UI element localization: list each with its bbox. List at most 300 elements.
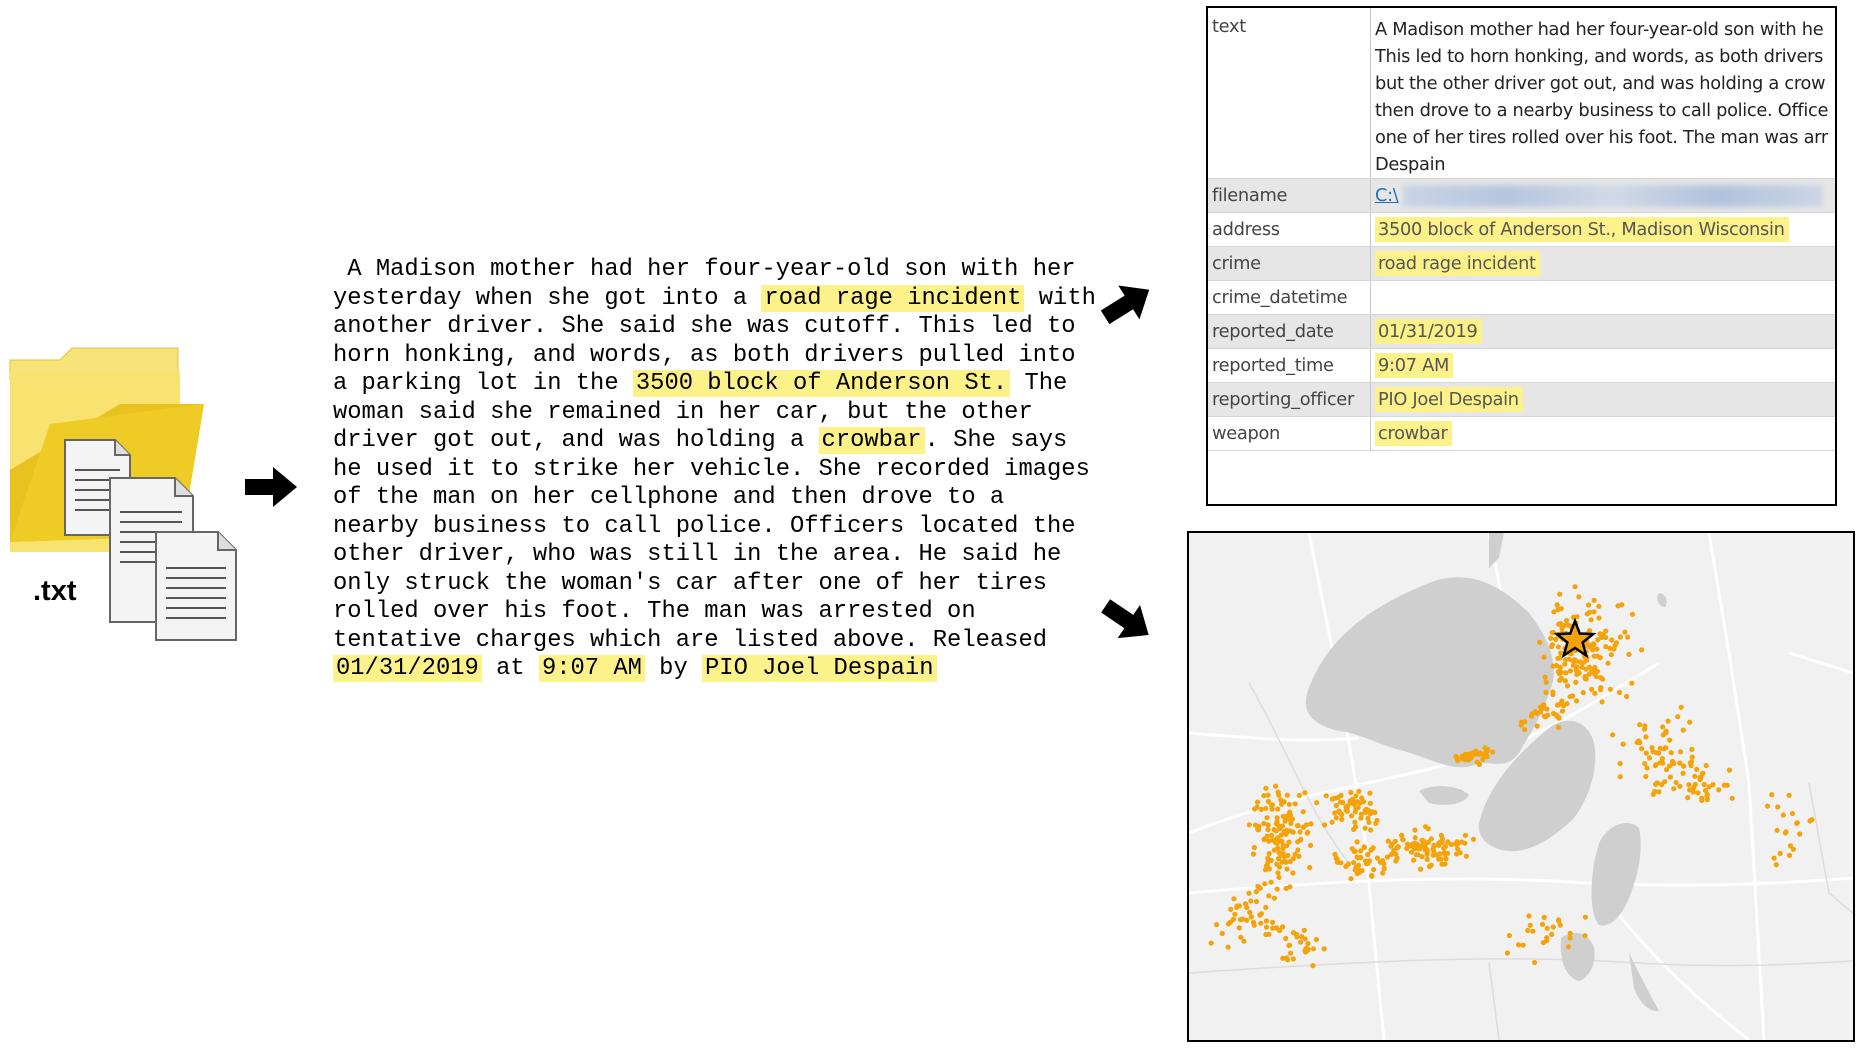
crime-point (1541, 655, 1546, 660)
crime-point (1477, 762, 1482, 767)
crime-point (1681, 728, 1686, 733)
crime-point (1599, 699, 1604, 704)
crime-point (1348, 790, 1353, 795)
crime-point (1412, 828, 1417, 833)
filename-link[interactable]: C:\ (1375, 184, 1399, 206)
crime-point (1765, 804, 1770, 809)
crime-point (1308, 843, 1313, 848)
crime-point (1334, 815, 1339, 820)
crime-point (1356, 863, 1361, 868)
crime-point (1664, 729, 1669, 734)
source-news-text (333, 256, 1096, 684)
crime-point (1587, 672, 1592, 677)
crime-point (1605, 661, 1610, 666)
crime-point (1311, 946, 1316, 951)
crime-point (1314, 800, 1319, 805)
attribute-value (1371, 213, 1836, 247)
crime-point (1705, 797, 1710, 802)
attribute-row-address[interactable] (1208, 213, 1835, 247)
crime-point (1532, 960, 1537, 965)
crime-point (1259, 807, 1264, 812)
crime-point (1626, 652, 1631, 657)
crime-point (1269, 833, 1274, 838)
crime-point (1258, 886, 1263, 891)
crime-point (1307, 865, 1312, 870)
crime-point (1273, 828, 1278, 833)
crime-point (1246, 891, 1251, 896)
crime-point (1352, 820, 1357, 825)
crime-point (1689, 759, 1694, 764)
crime-point (1687, 720, 1692, 725)
crime-point (1572, 584, 1577, 589)
text-span: by (644, 655, 703, 682)
crime-point (1695, 790, 1700, 795)
text-span: rolled over his foot. The man was arrested on (333, 598, 976, 625)
crime-point (1622, 630, 1627, 635)
crime-point (1395, 856, 1400, 861)
text-line (333, 284, 1096, 314)
crime-point (1305, 831, 1310, 836)
crime-point (1516, 942, 1521, 947)
crime-point (1807, 818, 1812, 823)
crime-point (1674, 780, 1679, 785)
text-line (333, 313, 1093, 342)
crime-point (1372, 810, 1377, 815)
crime-point (1587, 628, 1592, 633)
crime-point (1431, 853, 1436, 858)
crime-point (1550, 692, 1555, 697)
crime-point (1279, 832, 1284, 837)
crime-point (1226, 945, 1231, 950)
crime-point (1472, 752, 1477, 757)
crime-point (1562, 662, 1567, 667)
crime-point (1551, 924, 1556, 929)
crime-point (1769, 792, 1774, 797)
crime-point (1647, 755, 1652, 760)
crime-point (1727, 768, 1732, 773)
crime-point (1350, 846, 1355, 851)
crime-point (1220, 931, 1225, 936)
crime-point (1560, 709, 1565, 714)
crime-point (1668, 774, 1673, 779)
crime-point (1425, 852, 1430, 857)
crime-point (1463, 755, 1468, 760)
crime-point (1707, 784, 1712, 789)
crime-point (1251, 852, 1256, 857)
crime-point (1526, 913, 1531, 918)
attribute-key: address (1208, 213, 1371, 247)
crime-point (1296, 823, 1301, 828)
highlighted-entity: 3500 block of Anderson St. (633, 370, 1010, 397)
crime-point (1244, 918, 1249, 923)
crime-point (1559, 606, 1564, 611)
attribute-row-crime[interactable] (1208, 247, 1835, 281)
text-span: a parking lot in the (333, 370, 633, 397)
crime-point (1364, 807, 1369, 812)
crime-point (1254, 899, 1259, 904)
highlighted-value: crowbar (1375, 421, 1452, 446)
crime-point (1642, 761, 1647, 766)
crime-point (1248, 898, 1253, 903)
text-line (333, 541, 1093, 570)
crime-point (1369, 873, 1374, 878)
crime-point (1557, 678, 1562, 683)
crime-point (1413, 835, 1418, 840)
crime-point (1698, 777, 1703, 782)
crime-point (1617, 690, 1622, 695)
crime-point (1269, 880, 1274, 885)
text-line (333, 342, 1093, 371)
crime-point (1330, 820, 1335, 825)
crime-point (1427, 864, 1432, 869)
crime-point (1664, 767, 1669, 772)
crime-point (1534, 711, 1539, 716)
crime-point (1522, 727, 1527, 732)
crime-point (1592, 691, 1597, 696)
crime-point (1443, 844, 1448, 849)
crime-point (1368, 801, 1373, 806)
text-value-line: then drove to a nearby business to call police. Office (1375, 100, 1829, 121)
crime-point (1304, 948, 1309, 953)
text-span: of the man on her cellphone and then drove to a (333, 484, 1005, 511)
crime-point (1356, 789, 1361, 794)
crime-point (1394, 845, 1399, 850)
crime-point (1551, 630, 1556, 635)
crime-map[interactable] (1187, 531, 1855, 1042)
crime-point (1587, 610, 1592, 615)
crime-point (1463, 833, 1468, 838)
crime-point (1586, 602, 1591, 607)
crime-point (1273, 784, 1278, 789)
crime-point (1263, 905, 1268, 910)
crime-point (1464, 854, 1469, 859)
crime-point (1568, 931, 1573, 936)
crime-point (1252, 806, 1257, 811)
attribute-key: crime_datetime (1208, 281, 1371, 315)
text-span: A Madison mother had her four-year-old son with her (333, 256, 1076, 283)
crime-point (1608, 687, 1613, 692)
crime-point (1232, 912, 1237, 917)
crime-point (1666, 719, 1671, 724)
attribute-value (1371, 349, 1836, 383)
crime-point (1574, 698, 1579, 703)
crime-point (1288, 859, 1293, 864)
attribute-row-weapon[interactable] (1208, 417, 1835, 451)
crime-point (1548, 636, 1553, 641)
crime-point (1284, 886, 1289, 891)
crime-point (1280, 924, 1285, 929)
crime-point (1262, 881, 1267, 886)
text-span: at (481, 655, 539, 682)
crime-point (1570, 658, 1575, 663)
crime-point (1589, 617, 1594, 622)
text-span: tentative charges which are listed above. Released (333, 626, 1048, 654)
crime-point (1643, 734, 1648, 739)
attribute-row-reported-time[interactable] (1208, 349, 1835, 383)
crime-point (1338, 800, 1343, 805)
crime-point (1344, 807, 1349, 812)
crime-point (1551, 664, 1556, 669)
crime-point (1595, 654, 1600, 659)
crime-point (1322, 822, 1327, 827)
crime-point (1277, 864, 1282, 869)
crime-point (1611, 646, 1616, 651)
crime-point (1244, 905, 1249, 910)
text-span: woman said she remained in her car, but the other (333, 398, 1033, 426)
crime-point (1285, 866, 1290, 871)
crime-point (1471, 837, 1476, 842)
crime-point (1259, 911, 1264, 916)
crime-point (1400, 837, 1405, 842)
crime-point (1521, 943, 1526, 948)
crime-point (1642, 723, 1647, 728)
crime-point (1231, 917, 1236, 922)
crime-point (1618, 774, 1623, 779)
crime-point (1704, 763, 1709, 768)
crime-point (1298, 940, 1303, 945)
crime-point (1240, 917, 1245, 922)
crime-point (1425, 857, 1430, 862)
crime-point (1288, 828, 1293, 833)
crime-point (1277, 850, 1282, 855)
highlighted-entity: crowbar (819, 427, 925, 454)
attribute-key: reported_date (1208, 315, 1371, 349)
crime-point (1681, 764, 1686, 769)
crime-point (1256, 824, 1261, 829)
attribute-value (1371, 8, 1836, 179)
crime-point (1692, 774, 1697, 779)
crime-point (1791, 847, 1796, 852)
crime-point (1214, 922, 1219, 927)
crime-point (1778, 851, 1783, 856)
text-value-line: A Madison mother had her four-year-old son with he (1375, 19, 1824, 40)
crime-point (1639, 647, 1644, 652)
crime-point (1568, 935, 1573, 940)
crime-point (1530, 711, 1535, 716)
crime-point (1454, 839, 1459, 844)
crime-point (1581, 690, 1586, 695)
crime-point (1308, 821, 1313, 826)
crime-point (1274, 925, 1279, 930)
crime-point (1418, 867, 1423, 872)
crime-point (1363, 826, 1368, 831)
highlighted-entity: PIO Joel Despain (702, 655, 937, 682)
crime-point (1332, 810, 1337, 815)
crime-point (1667, 738, 1672, 743)
crime-point (1553, 637, 1558, 642)
text-span: only struck the woman's car after one of her tires (333, 569, 1048, 597)
attribute-key: reported_time (1208, 349, 1371, 383)
crime-point (1537, 640, 1542, 645)
text-span: nearby business to call police. Officers located the (333, 512, 1076, 540)
crime-point (1254, 889, 1259, 894)
text-line (333, 513, 1093, 542)
crime-point (1424, 847, 1429, 852)
crime-point (1314, 937, 1319, 942)
crime-point (1270, 802, 1275, 807)
crime-point (1381, 861, 1386, 866)
crime-point (1264, 815, 1269, 820)
attribute-row-text[interactable] (1208, 8, 1835, 179)
crime-point (1629, 681, 1634, 686)
crime-point (1455, 756, 1460, 761)
crime-point (1556, 669, 1561, 674)
crime-point (1687, 787, 1692, 792)
crime-point (1286, 840, 1291, 845)
crime-point (1591, 642, 1596, 647)
crime-point (1439, 862, 1444, 867)
attribute-key: crime (1208, 247, 1371, 281)
crime-point (1367, 791, 1372, 796)
crime-point (1437, 851, 1442, 856)
text-line (333, 484, 1093, 513)
crime-point (1795, 820, 1800, 825)
crime-point (1592, 598, 1597, 603)
crime-point (1541, 940, 1546, 945)
text-value-line: Despain (1375, 154, 1446, 175)
crime-point (1304, 822, 1309, 827)
crime-point (1621, 742, 1626, 747)
attribute-row-reported-date[interactable] (1208, 315, 1835, 349)
attribute-value (1371, 417, 1836, 451)
attribute-key: text (1208, 8, 1371, 179)
crime-point (1228, 907, 1233, 912)
attribute-value (1371, 315, 1836, 349)
crime-point (1429, 836, 1434, 841)
folder-with-documents-icon (0, 340, 250, 660)
crime-point (1255, 800, 1260, 805)
crime-point (1689, 747, 1694, 752)
crime-point (1677, 784, 1682, 789)
crime-point (1371, 867, 1376, 872)
crime-point (1660, 724, 1665, 729)
map-canvas (1189, 533, 1853, 1040)
crime-point (1639, 746, 1644, 751)
crime-point (1263, 806, 1268, 811)
crime-point (1272, 896, 1277, 901)
crime-point (1542, 915, 1547, 920)
crime-point (1353, 824, 1358, 829)
attribute-row-reporting-officer[interactable] (1208, 383, 1835, 417)
crime-point (1591, 667, 1596, 672)
crime-point (1407, 844, 1412, 849)
crime-point (1787, 793, 1792, 798)
text-span: The (1010, 370, 1068, 397)
highlighted-entity: 9:07 AM (539, 655, 645, 682)
attribute-key: weapon (1208, 417, 1371, 451)
crime-point (1637, 722, 1642, 727)
attribute-value (1371, 247, 1836, 281)
crime-point (1624, 694, 1629, 699)
crime-point (1781, 812, 1786, 817)
crime-point (1231, 896, 1236, 901)
crime-point (1358, 816, 1363, 821)
crime-point (1675, 714, 1680, 719)
crime-point (1283, 936, 1288, 941)
crime-point (1543, 675, 1548, 680)
crime-point (1423, 824, 1428, 829)
crime-point (1346, 861, 1351, 866)
crime-point (1566, 944, 1571, 949)
crime-point (1583, 676, 1588, 681)
crime-point (1573, 680, 1578, 685)
crime-point (1459, 839, 1464, 844)
crime-point (1295, 839, 1300, 844)
attribute-value (1371, 281, 1836, 315)
crime-point (1535, 724, 1540, 729)
text-line (333, 570, 1093, 599)
crime-point (1598, 687, 1603, 692)
text-line (333, 598, 1093, 627)
crime-point (1356, 800, 1361, 805)
crime-point (1291, 956, 1296, 961)
crime-point (1386, 839, 1391, 844)
crime-point (1264, 863, 1269, 868)
crime-point (1654, 750, 1659, 755)
crime-point (1380, 870, 1385, 875)
text-line (333, 399, 1093, 428)
crime-point (1348, 876, 1353, 881)
crime-point (1267, 851, 1272, 856)
crime-point (1555, 602, 1560, 607)
crime-point (1678, 749, 1683, 754)
crime-point (1297, 793, 1302, 798)
crime-point (1643, 774, 1648, 779)
text-line (333, 627, 1093, 656)
crime-point (1247, 822, 1252, 827)
crime-point (1557, 592, 1562, 597)
crime-point (1490, 749, 1495, 754)
crime-point (1596, 615, 1601, 620)
crime-point (1270, 920, 1275, 925)
crime-point (1625, 635, 1630, 640)
crime-point (1783, 830, 1788, 835)
crime-point (1775, 828, 1780, 833)
crime-point (1544, 935, 1549, 940)
crime-point (1287, 943, 1292, 948)
text-span: he used it to strike her vehicle. She recorded images (333, 455, 1090, 483)
crime-point (1209, 941, 1214, 946)
attribute-value (1371, 179, 1836, 213)
crime-point (1576, 594, 1581, 599)
crime-point (1545, 926, 1550, 931)
crime-point (1653, 763, 1658, 768)
crime-point (1365, 852, 1370, 857)
crime-point (1699, 796, 1704, 801)
crime-point (1549, 644, 1554, 649)
attribute-row-filename[interactable] (1208, 179, 1835, 213)
highlighted-value: road rage incident (1375, 251, 1540, 276)
crime-point (1266, 893, 1271, 898)
crime-point (1276, 823, 1281, 828)
extracted-attributes-table (1206, 6, 1837, 506)
crime-point (1455, 846, 1460, 851)
attribute-row-crime-datetime[interactable] (1208, 281, 1835, 315)
crime-point (1302, 790, 1307, 795)
crime-point (1772, 856, 1777, 861)
crime-point (1275, 870, 1280, 875)
crime-point (1694, 767, 1699, 772)
crime-point (1574, 672, 1579, 677)
crime-point (1556, 702, 1561, 707)
crime-point (1265, 856, 1270, 861)
crime-point (1774, 862, 1779, 867)
text-span: horn honking, and words, as both drivers pulled into (333, 341, 1076, 369)
crime-point (1618, 634, 1623, 639)
crime-point (1283, 819, 1288, 824)
arrow-down-right-icon (1098, 596, 1158, 646)
crime-point (1365, 816, 1370, 821)
